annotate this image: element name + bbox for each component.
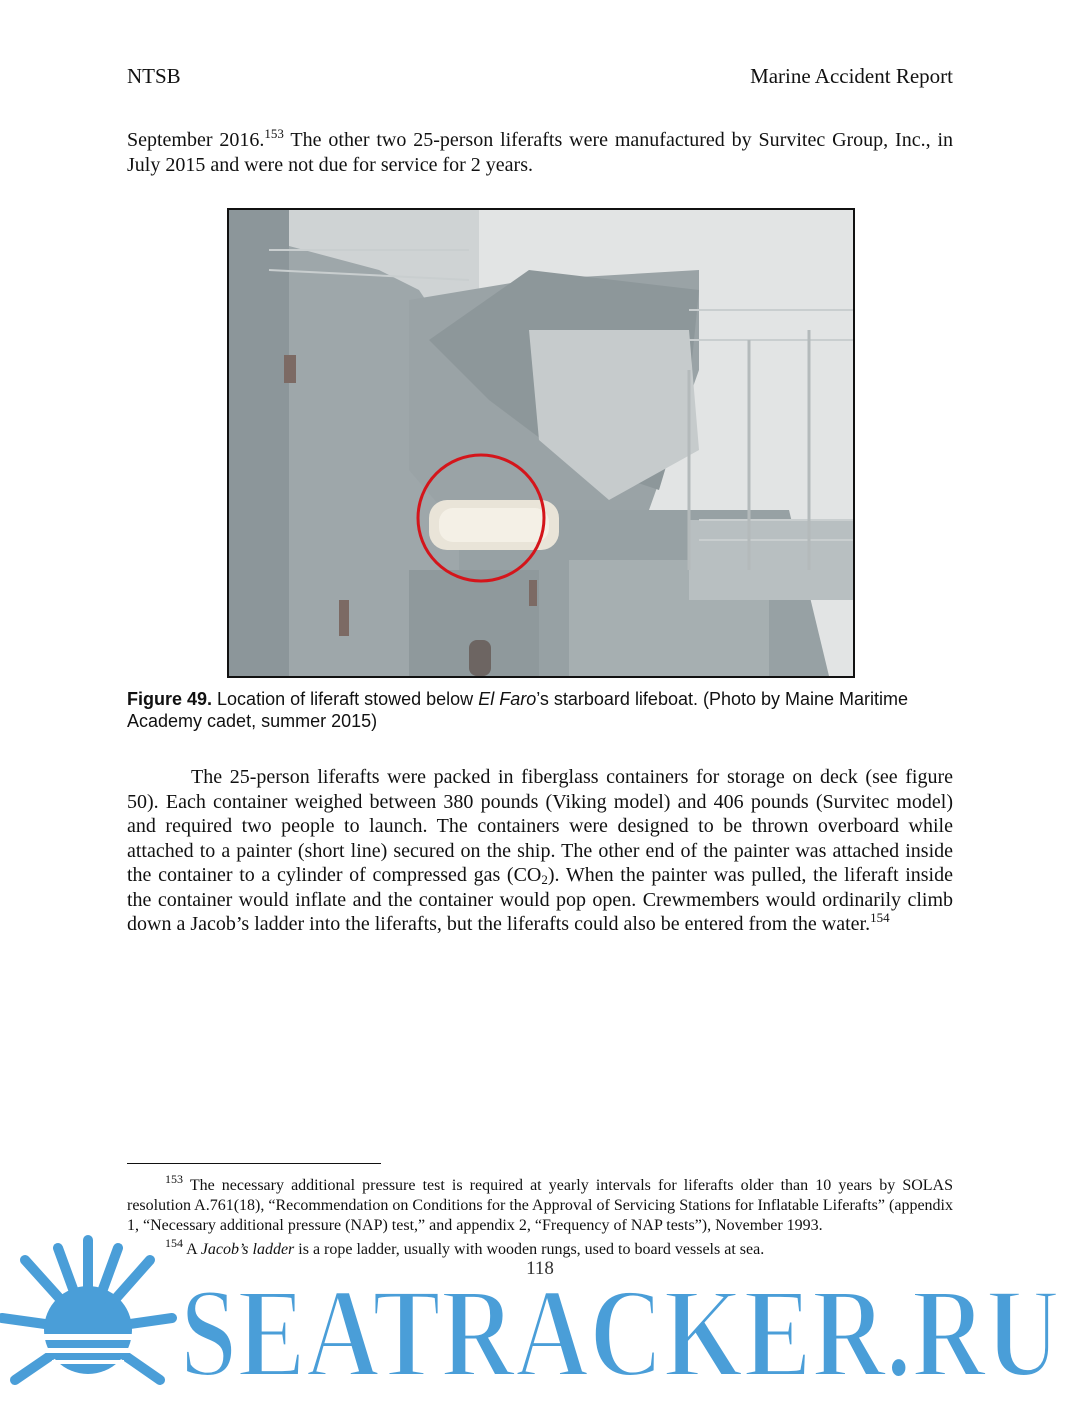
- intro-text-a: September 2016.: [127, 129, 265, 151]
- footnote-154-text-a: A: [183, 1241, 201, 1258]
- ship-name: El Faro: [478, 689, 537, 709]
- footnote-ref-154[interactable]: 154: [870, 910, 890, 925]
- watermark-text: SEATRACKER.RU: [180, 1262, 1060, 1397]
- liferaft-photo: [227, 208, 855, 678]
- footnote-153-text: The necessary additional pressure test is required at yearly intervals for liferafts older than 10 years by SOLAS resolution A.761(18), “Recommendation on Conditions for the Approval of Servicing Stations for Inflatable Liferafts” (appendix 1, “Necessary additional pressure (NAP) test,” and appendix 2, “Frequency of NAP tests”), November 1993.: [127, 1177, 953, 1234]
- header-agency: NTSB: [127, 64, 181, 88]
- co2-subscript: 2: [541, 872, 548, 887]
- body-text-b: ). When the painter was pulled, the liferaft inside the container would inflate and the container would pop open. Crewmembers would ordinarily climb down a Jacob’s ladder into the liferafts, but the liferafts could also be entered from the water.: [127, 864, 953, 935]
- body-paragraph: [127, 765, 953, 937]
- footnote-153: [127, 1172, 953, 1236]
- footnote-154-number: 154: [165, 1236, 183, 1250]
- footnote-154-term: Jacob’s ladder: [200, 1241, 295, 1258]
- caption-text-a: Location of liferaft stowed below: [212, 689, 479, 709]
- footnote-divider: [127, 1163, 381, 1164]
- page-number: 118: [526, 1258, 554, 1279]
- intro-paragraph: [127, 128, 953, 177]
- footnote-154-text-b: is a rope ladder, usually with wooden rungs, used to board vessels at sea.: [294, 1241, 765, 1258]
- figure-label: Figure 49.: [127, 689, 213, 709]
- footnote-153-number: 153: [165, 1172, 183, 1186]
- header-report-type: Marine Accident Report: [750, 64, 953, 88]
- body-text-a: The 25-person liferafts were packed in fiberglass containers for storage on deck (see figure 50). Each container weighed between 380 pounds (Viking model) and 406 pounds (Survitec model) and required two people to launch. The containers were designed to be thrown overboard while attached to a painter (short line) secured on the ship. The other end of the painter was attached inside the container to a cylinder of compressed gas (CO: [127, 766, 953, 886]
- figure-caption: [127, 688, 953, 732]
- seatracker-watermark: [0, 1230, 1080, 1397]
- caption-text-b: ’s starboard lifeboat. (Photo by Maine Maritime Academy cadet, summer 2015): [127, 689, 909, 731]
- intro-text-b: The other two 25-person liferafts were manufactured by Survitec Group, Inc., in July 2015 and were not due for service for 2 years.: [127, 129, 954, 176]
- footnote-ref-153[interactable]: 153: [264, 126, 284, 141]
